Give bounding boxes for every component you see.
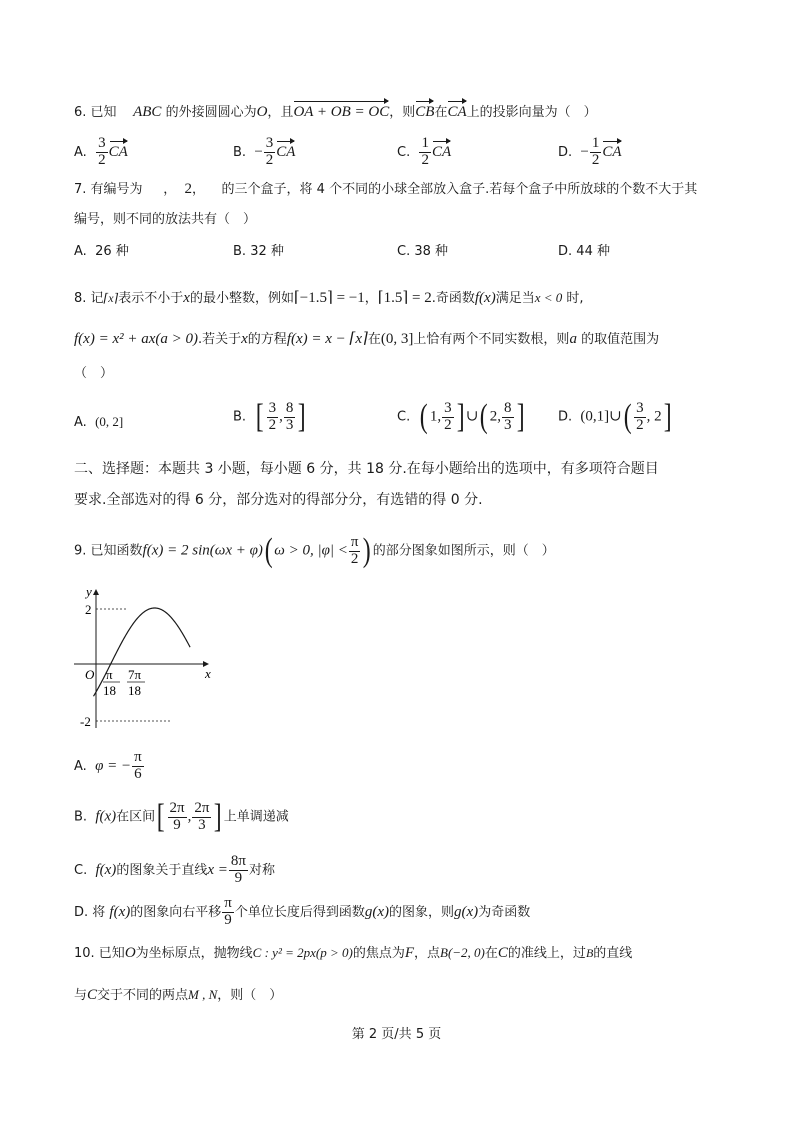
tick2-num: 7π	[128, 667, 142, 682]
q7-option-b[interactable]: B. 32 种	[233, 244, 284, 259]
q8-stem-line3: （ ）	[74, 366, 114, 381]
q8-option-b[interactable]: B. [ $\frac{3}{2}$ , $\frac{8}{3}$ ]	[233, 398, 307, 435]
section-2-heading-line1: 二、选择题：本题共 3 小题，每小题 6 分，共 18 分.在每小题给出的选项中，有多项符合题目	[74, 461, 659, 477]
y-axis-label: y	[86, 584, 92, 599]
page-footer: 第 2 页/共 5 页	[351, 1027, 442, 1042]
tick2-den: 18	[128, 683, 141, 698]
q10-stem-line2: 与C交于不同的两点M , N，则（ ）	[74, 987, 283, 1003]
origin-label: O	[85, 667, 95, 682]
q6-option-d[interactable]: D. − $\frac{1}{2}$ CA	[558, 135, 622, 168]
q6-stem: 6. 已知 ABC 的外接圆圆心为O，且OA + OB = OC，则CB在CA上的投影向量为（ ）	[74, 100, 597, 121]
q7-stem-line2: 编号，则不同的放法共有（ ）	[74, 212, 257, 227]
q8-option-d[interactable]: D. (0,1]∪( $\frac{3}{2}$ , 2]	[558, 398, 672, 435]
q8-stem-line1: 8. 记⌈x⌉表示不小于x的最小整数，例如⌈−1.5⌉ = −1，⌈1.5⌉ = 2.奇函数f(x)满足当x < 0 时,	[74, 290, 584, 306]
q6-option-c[interactable]: C. $\frac{1}{2}$ CA	[397, 135, 452, 168]
tick1-den: 18	[103, 683, 116, 698]
section-2-heading-line2: 要求.全部选对的得 6 分，部分选对的得部分分，有选错的得 0 分.	[74, 492, 483, 508]
vector-ca: CA	[447, 100, 466, 121]
vector-cb: CB	[415, 100, 434, 121]
x-axis-label: x	[205, 666, 211, 681]
q9-option-c[interactable]: C. f(x)的图象关于直线x = $\frac{8\pi}{9}$ 对称	[74, 853, 275, 886]
q9-sine-graph	[68, 582, 228, 732]
y-max-label: 2	[85, 602, 92, 617]
q10-stem-line1: 10. 已知O为坐标原点，抛物线C : y² = 2px(p > 0)的焦点为F，点B(−2, 0)在C的准线上，过B的直线	[74, 945, 633, 961]
y-min-label: -2	[80, 714, 91, 729]
q9-option-d[interactable]: D. 将 f(x)的图象向右平移 $\frac{\pi}{9}$ 个单位长度后得到函数g(x)的图象，则g(x)为奇函数	[74, 895, 531, 928]
q7-option-c[interactable]: C. 38 种	[397, 244, 449, 259]
q8-option-c[interactable]: C. ( 1, $\frac{3}{2}$ ] ∪( 2, $\frac{8}{3}$ ]	[397, 398, 525, 435]
q7-option-d[interactable]: D. 44 种	[558, 244, 610, 259]
q8-option-a[interactable]: A. (0, 2]	[74, 414, 124, 430]
triangle-abc: ABC	[133, 104, 162, 120]
q6-option-b[interactable]: B. − $\frac{3}{2}$ CA	[233, 135, 296, 168]
q8-stem-line2: f(x) = x² + ax(a > 0).若关于x的方程f(x) = x − ⌈x⌉在(0, 3]上恰有两个不同实数根，则a 的取值范围为	[74, 331, 660, 347]
q7-option-a[interactable]: A. 26 种	[74, 244, 129, 259]
q9-option-b[interactable]: B. f(x)在区间[ $\frac{2\pi}{9}$ , $\frac{2\pi}{3}$ ] 上单调递减	[74, 798, 289, 835]
q9-stem: 9. 已知函数f(x) = 2 sin(ωx + φ)( ω > 0, |φ| < $\frac{\pi}{2}$ ) 的部分图象如图所示，则（ ）	[74, 532, 555, 569]
tick1-num: π	[106, 667, 113, 682]
vector-equation: OA + OB = OC	[293, 100, 389, 121]
q6-option-a[interactable]: A. $\frac{3}{2}$ CA	[74, 135, 128, 168]
q9-option-a[interactable]: A. φ = − $\frac{\pi}{6}$	[74, 749, 142, 782]
q7-stem-line1: 7. 有编号为 ， 2， 的三个盒子，将 4 个不同的小球全部放入盒子.若每个盒子中所放球的个数不大于其	[74, 181, 698, 197]
